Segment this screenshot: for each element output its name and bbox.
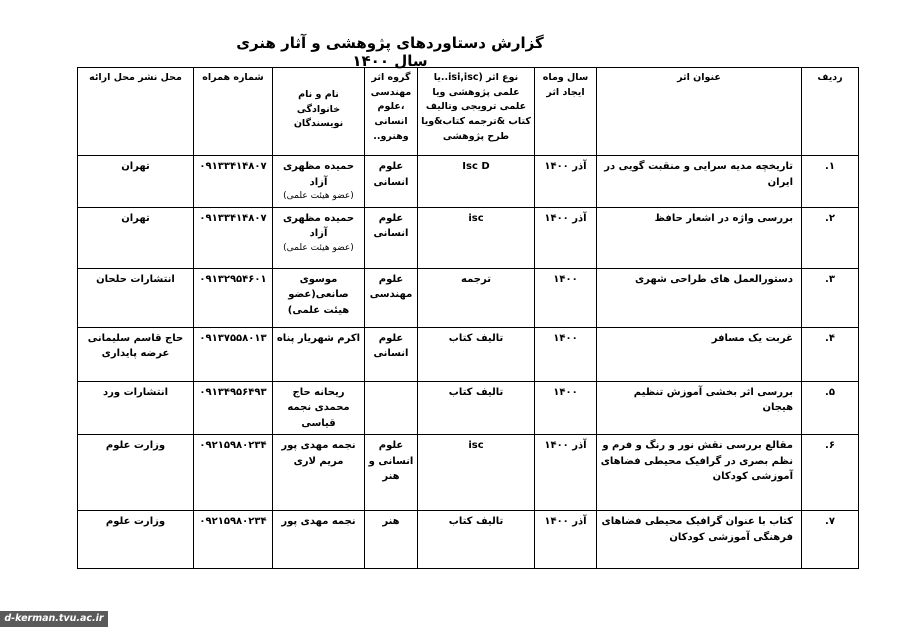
work-group: علوم انسانی (365, 207, 418, 268)
header-work-title: عنوان اثر (597, 68, 802, 156)
publish-place: انتشارات حلحان (78, 268, 194, 327)
phone-number: ۰۹۱۳۲۹۵۴۶۰۱ (194, 268, 273, 327)
table-row (78, 207, 859, 268)
author-cell (273, 435, 365, 511)
header-row-no: ردیف (802, 68, 859, 156)
work-title: بررسی واژه در اشعار حافظ (597, 207, 802, 268)
work-title: مقالع بررسی نقش نور و رنگ و فرم و نظم بصری در گرافیک محیطی فضاهای آموزشی کودکان (597, 435, 802, 511)
author-name: اکرم شهریار پناه (276, 332, 361, 344)
work-date: ۱۴۰۰ (535, 327, 597, 381)
author-cell (273, 381, 365, 435)
header-row (78, 68, 859, 156)
table-row (78, 268, 859, 327)
author-name: حمیده مظهری آزاد (282, 161, 355, 188)
work-type: Isc D (418, 156, 535, 208)
table-row (78, 435, 859, 511)
work-date: ۱۴۰۰ (535, 381, 597, 435)
work-title: بررسی اثر بخشی آموزش تنظیم هیجان (597, 381, 802, 435)
work-type: تالیف کتاب (418, 327, 535, 381)
work-type: isc (418, 435, 535, 511)
row-number: ۶. (802, 435, 859, 511)
author-name: موسوی صانعی(عضو هیئت علمی) (287, 273, 350, 316)
header-phone: شماره همراه (194, 68, 273, 156)
work-type: isc (418, 207, 535, 268)
phone-number: ۰۹۱۳۷۵۵۸۰۱۳ (194, 327, 273, 381)
work-date: ۱۴۰۰ (535, 268, 597, 327)
work-group: هنر (365, 511, 418, 569)
work-title: غربت یک مسافر (597, 327, 802, 381)
work-date: آذر ۱۴۰۰ (535, 207, 597, 268)
publish-place: وزارت علوم (78, 511, 194, 569)
phone-number: ۰۹۱۳۳۴۱۴۸۰۷ (194, 156, 273, 208)
phone-number: ۰۹۱۳۴۹۵۶۴۹۳ (194, 381, 273, 435)
row-number: ۲. (802, 207, 859, 268)
table-row (78, 381, 859, 435)
row-number: ۷. (802, 511, 859, 569)
author-name: ریحانه حاج محمدی نجمه قیاسی (287, 386, 350, 429)
table-row (78, 156, 859, 208)
work-type: تالیف کتاب (418, 511, 535, 569)
page-title: گزارش دستاوردهای پژوهشی و آثار هنری سال ۱۴۰۰ (236, 34, 544, 70)
author-note: (عضو هیئت علمی) (283, 242, 354, 253)
publish-place: تهران (78, 156, 194, 208)
row-number: ۵. (802, 381, 859, 435)
header-authors: نام و نام خانوادگی نویسندگان (273, 68, 365, 156)
work-group (365, 381, 418, 435)
author-name: نجمه مهدی پور مریم لاری (281, 440, 356, 467)
work-group: علوم انسانی (365, 156, 418, 208)
work-group: علوم انسانی (365, 327, 418, 381)
work-group: علوم مهندسی (365, 268, 418, 327)
author-cell (273, 207, 365, 268)
table-row (78, 511, 859, 569)
author-name: حمیده مظهری آزاد (282, 212, 355, 240)
publish-place: حاج قاسم سلیمانی عرضه پایداری (78, 327, 194, 381)
work-date: آذر ۱۴۰۰ (535, 511, 597, 569)
author-cell (273, 327, 365, 381)
phone-number: ۰۹۱۳۳۴۱۴۸۰۷ (194, 207, 273, 268)
work-type: ترجمه (418, 268, 535, 327)
work-date: آذر ۱۴۰۰ (535, 156, 597, 208)
report-table (77, 67, 859, 569)
work-title: کتاب با عنوان گرافیک محیطی فضاهای فرهنگی آموزشی کودکان (597, 511, 802, 569)
author-cell (273, 511, 365, 569)
publish-place: وزارت علوم (78, 435, 194, 511)
work-group: علوم انسانی و هنر (365, 435, 418, 511)
work-type: تالیف کتاب (418, 381, 535, 435)
author-name: نجمه مهدی پور (281, 516, 356, 528)
work-title: دستورالعمل های طراحی شهری (597, 268, 802, 327)
publish-place: تهران (78, 207, 194, 268)
work-title: تاریخچه مدیه سرایی و منقبت گویی در ایران (597, 156, 802, 208)
publish-place: انتشارات ورد (78, 381, 194, 435)
row-number: ۳. (802, 268, 859, 327)
author-cell (273, 268, 365, 327)
header-field-group: گروه اثر مهندسی ،علوم انسانی وهنرو.. (365, 68, 418, 156)
header-publish-place: محل نشر محل ارائه (78, 68, 194, 156)
author-cell (273, 156, 365, 208)
table-row (78, 327, 859, 381)
work-date: آذر ۱۴۰۰ (535, 435, 597, 511)
row-number: ۱. (802, 156, 859, 208)
header-work-type: نوع اثر (isi,isc..یا علمی پژوهشی ویا علمی ترویجی وتالیف کتاب &ترجمه کتاب&ویا طرح پژوهشی (418, 68, 535, 156)
site-watermark: d-kerman.tvu.ac.ir (0, 611, 108, 627)
phone-number: ۰۹۲۱۵۹۸۰۲۳۴ (194, 511, 273, 569)
header-year-month: سال وماه ایجاد اثر (535, 68, 597, 156)
phone-number: ۰۹۲۱۵۹۸۰۲۳۴ (194, 435, 273, 511)
author-note: (عضو هیئت علمی) (283, 191, 354, 201)
row-number: ۴. (802, 327, 859, 381)
